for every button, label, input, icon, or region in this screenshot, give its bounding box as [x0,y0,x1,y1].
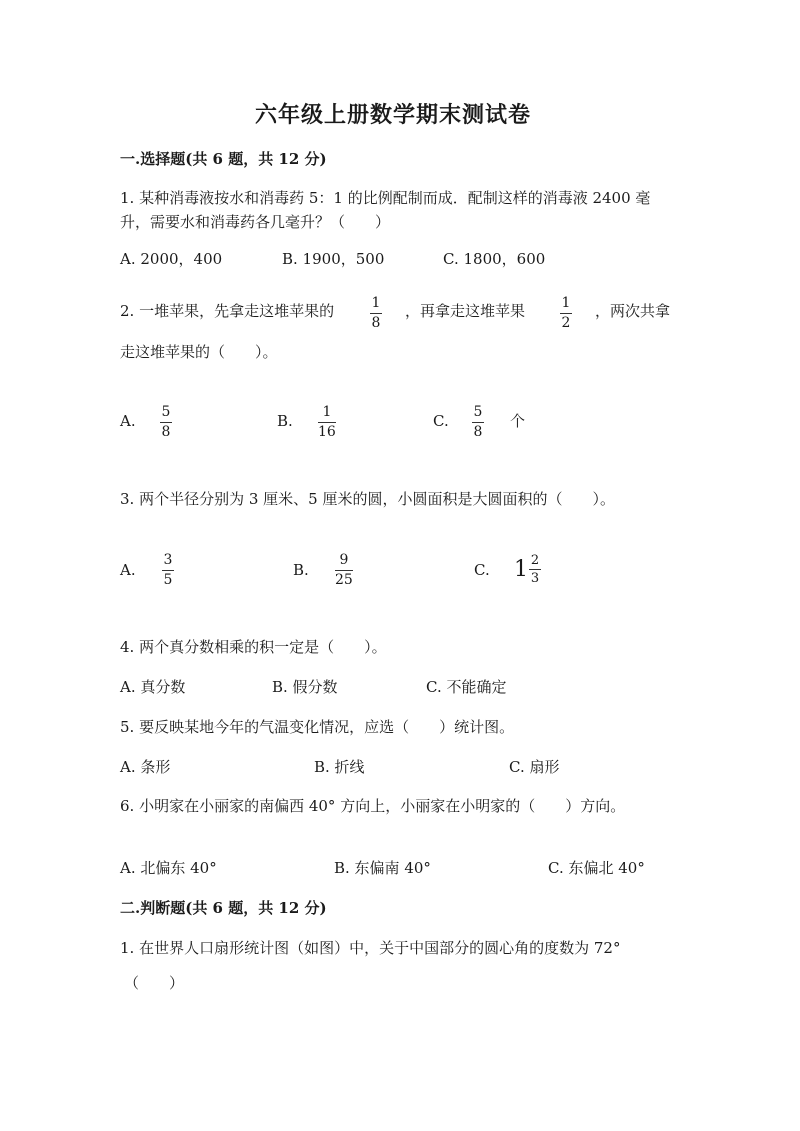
question-2-option-a-label: A. [120,412,136,430]
question-6-option-b: B. 东偏南 40° [334,859,431,877]
numerator: 3 [163,552,173,568]
question-2-option-c-fraction [472,405,484,440]
fraction-bar [318,422,336,423]
denominator: 8 [473,424,483,440]
fraction-bar [560,313,572,314]
question-2-fraction-1 [370,296,382,331]
question-2-text-part-3: ，两次共拿 [595,302,671,320]
question-2-option-c-label: C. [433,412,449,430]
page-title: 六年级上册数学期末测试卷 [255,102,532,128]
numerator: 1 [561,295,571,311]
denominator: 25 [335,572,353,588]
denominator: 5 [163,572,173,588]
question-5-option-a: A. 条形 [120,758,171,776]
numerator: 5 [161,404,171,420]
section-heading: 二.判断题(共 6 题，共 12 分) [120,899,327,917]
numerator: 1 [322,404,332,420]
question-6-text: 6. 小明家在小丽家的南偏西 40° 方向上，小丽家在小明家的（ ）方向。 [120,797,626,815]
numerator: 1 [371,295,381,311]
question-5-text: 5. 要反映某地今年的气温变化情况，应选（ ）统计图。 [120,718,515,736]
question-5-option-b: B. 折线 [314,758,365,776]
fraction-bar [370,313,382,314]
question-1-option-b: B. 1900，500 [282,250,385,268]
question-3-option-b-fraction [335,553,353,588]
question-2-text-part-1: 2. 一堆苹果，先拿走这堆苹果的 [120,302,335,320]
question-2-fraction-2 [560,296,572,331]
numerator: 2 [530,553,540,568]
section-heading: 一.选择题(共 6 题，共 12 分) [120,150,327,168]
question-1-line-2: 升，需要水和消毒药各几毫升？（ ） [120,213,391,231]
denominator: 3 [530,571,540,586]
fraction-bar [472,422,484,423]
numerator: 9 [339,552,349,568]
denominator: 8 [371,315,381,331]
question-4-option-a: A. 真分数 [120,678,186,696]
question-1-line-1: 1. 某种消毒液按水和消毒药 5：1 的比例配制而成．配制这样的消毒液 2400 毫 [120,189,651,207]
question-3-option-b-label: B. [293,561,309,579]
denominator: 2 [561,315,571,331]
whole-part: 1 [514,557,528,582]
question-6-option-a: A. 北偏东 40° [120,859,217,877]
fraction-bar [160,422,172,423]
question-6-option-c: C. 东偏北 40° [548,859,645,877]
question-3-option-c-mixed-number [514,554,541,585]
question-4-option-c: C. 不能确定 [426,678,507,696]
fraction [529,554,541,585]
numerator: 5 [473,404,483,420]
question-2-option-a-fraction [160,405,172,440]
question-2-option-b-fraction [318,405,336,440]
fraction-bar [335,570,353,571]
denominator: 16 [318,424,336,440]
fraction-bar [162,570,174,571]
question-3-text: 3. 两个半径分别为 3 厘米、5 厘米的圆，小圆面积是大圆面积的（ ）。 [120,490,615,508]
question-3-option-a-label: A. [120,561,136,579]
judgement-1-line-1: 1. 在世界人口扇形统计图（如图）中，关于中国部分的圆心角的度数为 72° [120,939,621,957]
question-1-option-a: A. 2000，400 [120,250,223,268]
question-3-option-c-label: C. [474,561,490,579]
question-3-option-a-fraction [162,553,174,588]
question-2-line-2: 走这堆苹果的（ ）。 [120,343,278,361]
denominator: 8 [161,424,171,440]
question-4-option-b: B. 假分数 [272,678,338,696]
judgement-1-line-2: （ ） [124,974,185,992]
question-1-option-c: C. 1800，600 [443,250,546,268]
question-2-option-b-label: B. [277,412,293,430]
question-5-option-c: C. 扇形 [509,758,560,776]
question-2-option-c-suffix: 个 [510,412,526,430]
question-2-text-part-2: ，再拿走这堆苹果 [405,302,526,320]
fraction-bar [529,569,541,570]
question-4-text: 4. 两个真分数相乘的积一定是（ ）。 [120,638,387,656]
